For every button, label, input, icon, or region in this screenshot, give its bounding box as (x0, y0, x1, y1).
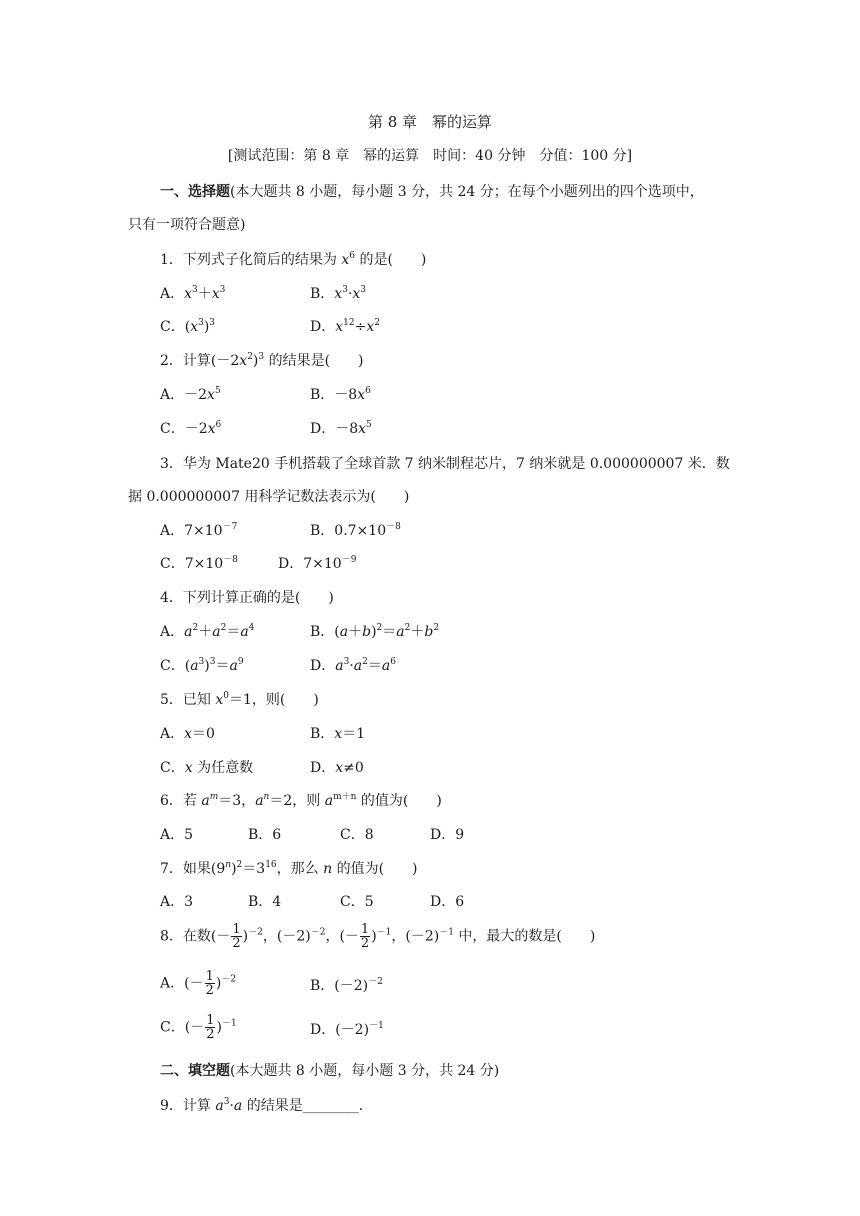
q1-option-a: A．$x^3+x^3$ (160, 285, 226, 302)
q3-option-b: B．$0.7\times 10^{-8}$ (310, 522, 401, 539)
q8-option-c: C．(－ $\frac{1}{2}$ )$^{-1}$ (160, 1013, 237, 1042)
page-title: 第 8 章 幂的运算 (367, 113, 493, 131)
q5-option-d: D．x≠0 (310, 760, 364, 776)
question-3-cont: 据 0.000000007 用科学记数法表示为( ) (128, 489, 410, 505)
q6-option-d: D．9 (430, 827, 465, 843)
q7-option-d: D．6 (430, 894, 465, 910)
section-1-desc: (本大题共 8 小题，每小题 3 分，共 24 分；在每个小题列出的四个选项中， (230, 184, 704, 200)
q7-option-b: B．4 (248, 894, 282, 910)
q2-option-b: B．$-8x^6$ (310, 386, 371, 403)
question-2: 2．计算$(-2x^2)^3$ 的结果是( ) (160, 352, 364, 369)
test-info: [测试范围：第 8 章 幂的运算 时间：40 分钟 分值：100 分] (227, 148, 633, 164)
section-1-header (160, 181, 704, 201)
question-6: 6．若 $a^m=3$，$a^n=2$，则 $a^{m+n}$ 的值为( ) (160, 792, 442, 809)
q2-option-a: A．$-2x^5$ (160, 386, 221, 403)
section-1-heading: 一、选择题 (160, 184, 230, 200)
q1-option-b: B．$x^3\cdot x^3$ (310, 285, 367, 302)
section-1-desc-cont: 只有一项符合题意) (128, 217, 246, 233)
q3-option-c: C．$7\times 10^{-8}$ (160, 555, 238, 572)
q3-option-d: D．$7\times 10^{-9}$ (278, 555, 357, 572)
question-5: 5．已知 $x^0=1$，则( ) (160, 691, 319, 708)
q8-option-b: B．$(-2)^{-2}$ (310, 977, 383, 994)
section-2-desc: (本大题共 8 小题，每小题 3 分，共 24 分) (230, 1063, 500, 1079)
question-3: 3．华为 Mate20 手机搭载了全球首款 7 纳米制程芯片，7 纳米就是 0.000000007 米．数 (160, 456, 730, 472)
q5-option-b: B．x＝1 (310, 726, 366, 742)
q6-option-a: A．5 (160, 827, 194, 843)
section-2-heading: 二、填空题 (160, 1063, 230, 1079)
question-9: 9．计算 $a^3\cdot a$ 的结果是________． (160, 1097, 373, 1114)
question-1: 1．下列式子化简后的结果为 $x^6$ 的是( ) (160, 251, 427, 268)
q4-option-a: A．$a^2+a^2=a^4$ (160, 623, 255, 640)
section-2-header (160, 1060, 499, 1080)
q5-option-a: A．x＝0 (160, 726, 215, 742)
question-7: 7．如果$(9^n)^2=3^{16}$，那么 n 的值为( ) (160, 860, 418, 877)
q1-option-c: C．$(x^3)^3$ (160, 318, 216, 335)
q6-option-b: B．6 (248, 827, 282, 843)
q7-option-a: A．3 (160, 894, 194, 910)
q1-option-d: D．$x^{12}\div x^2$ (310, 318, 380, 335)
q2-option-c: C．$-2x^6$ (160, 420, 222, 437)
q8-option-a: A．(－ $\frac{1}{2}$ )$^{-2}$ (160, 969, 237, 998)
question-8: 8．在数(－ $\frac{1}{2}$ )$^{-2}$，$(-2)^{-2}$，(－ $\frac{1}{2}$ )$^{-1}$，$(-2)^{-1}$ 中，最大的数是( ) (160, 922, 596, 951)
q4-option-c: C．$(a^3)^3=a^9$ (160, 657, 244, 674)
q2-option-d: D．$-8x^5$ (310, 420, 372, 437)
q8-option-d: D．$(-2)^{-1}$ (310, 1021, 384, 1038)
q4-option-d: D．$a^3\cdot a^2=a^6$ (310, 657, 396, 674)
q6-option-c: C．8 (340, 827, 374, 843)
q5-option-c: C．x 为任意数 (160, 760, 254, 776)
q3-option-a: A．$7\times 10^{-7}$ (160, 522, 238, 539)
q4-option-b: B．$(a+b)^2=a^2+b^2$ (310, 623, 440, 640)
question-4: 4．下列计算正确的是( ) (160, 590, 334, 606)
q7-option-c: C．5 (340, 894, 374, 910)
